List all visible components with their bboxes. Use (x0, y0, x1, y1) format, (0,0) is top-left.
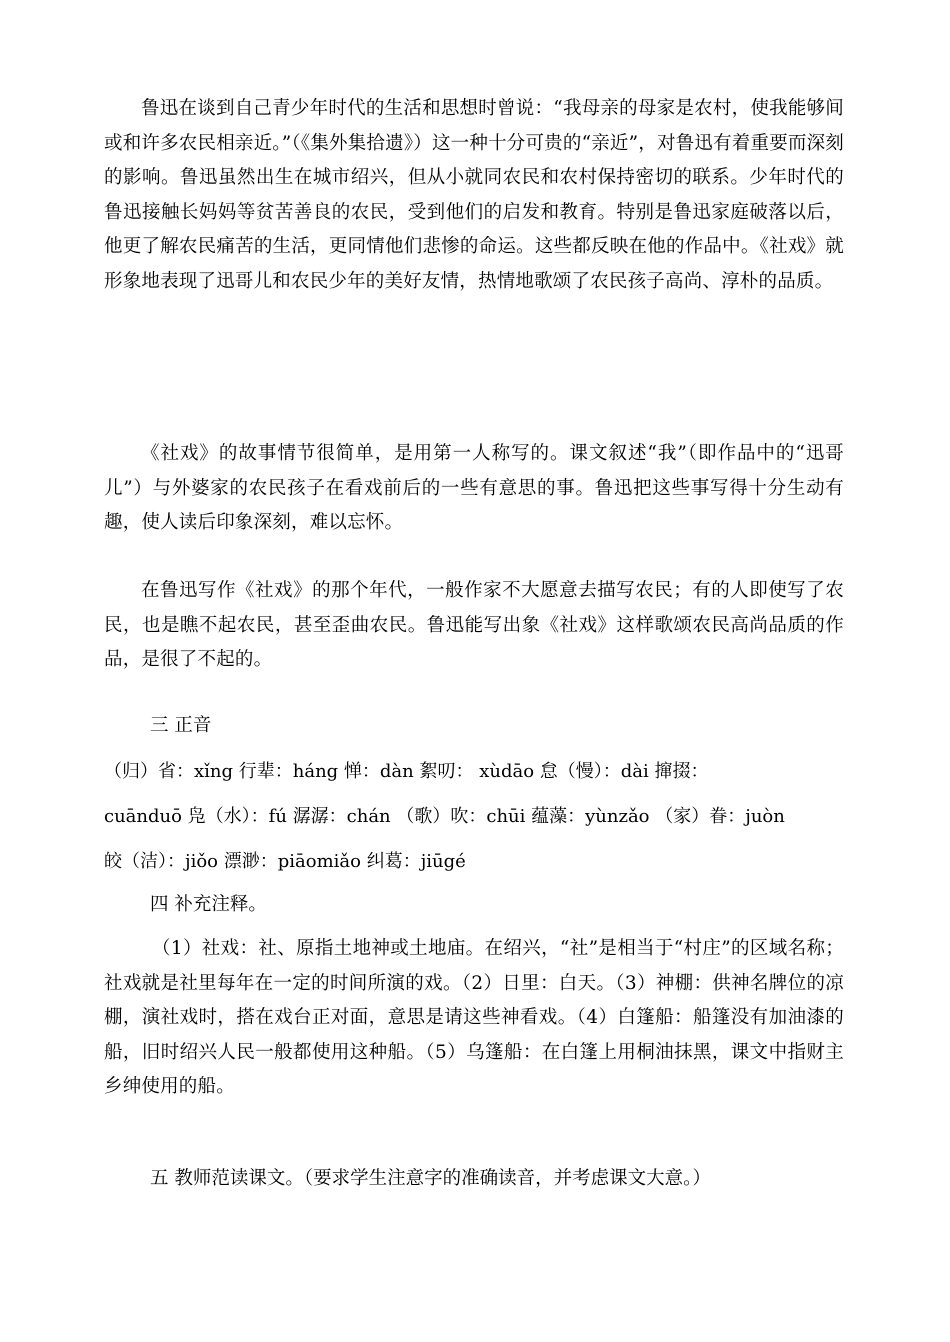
pronunciation-line-2: cuānduō 凫（水）：fú 潺潺：chán （歌）吹：chūi 蕴藻：yùnzǎo （家）眷：juòn (104, 806, 785, 827)
notes-paragraph: （1）社戏：社、原指土地神或土地庙。在绍兴，“社”是相当于“村庄”的区域名称；社戏就是社里每年在一定的时间所演的戏。（2）日里：白天。（3）神棚：供神名牌位的凉棚，演社戏时，搭在戏台正对面，意思是请这些神看戏。（4）白篷船：船篷没有加油漆的船，旧时绍兴人民一般都使用这种船。（5）乌篷船：在白篷上用桐油抹黑，课文中指财主乡绅使用的船。 (104, 938, 844, 1097)
era-paragraph: 在鲁迅写作《社戏》的那个年代，一般作家不大愿意去描写农民；有的人即使写了农民，也是瞧不起农民，甚至歪曲农民。鲁迅能写出象《社戏》这样歌颂农民高尚品质的作品，是很了不起的。 (104, 580, 844, 670)
pronunciation-line-1: （归）省：xǐng 行辈：háng 惮：dàn 絮叨： xùdāo 怠（慢）：dài 撺掇： (104, 761, 709, 782)
story-paragraph: 《社戏》的故事情节很简单，是用第一人称写的。课文叙述“我”（即作品中的“迅哥儿”）与外婆家的农民孩子在看戏前后的一些有意思的事。鲁迅把这些事写得十分生动有趣，使人读后印象深刻，难以忘怀。 (104, 443, 844, 533)
pronunciation-line-3: 皎（洁）：jiǒo 漂渺：piāomiǎo 纠葛：jiūgé (104, 851, 466, 872)
section-three-heading: 三 正音 (150, 715, 212, 736)
section-five-heading: 五 教师范读课文。（要求学生注意字的准确读音，并考虑课文大意。） (150, 1168, 711, 1189)
intro-paragraph: 鲁迅在谈到自己青少年时代的生活和思想时曾说：“我母亲的母家是农村，使我能够间或和许多农民相亲近。”（《集外集拾遗》）这一种十分可贵的“亲近”，对鲁迅有着重要而深刻的影响。鲁迅虽然出生在城市绍兴，但从小就同农民和农村保持密切的联系。少年时代的鲁迅接触长妈妈等贫苦善良的农民，受到他们的启发和教育。特别是鲁迅家庭破落以后，他更了解农民痛苦的生活，更同情他们悲惨的命运。这些都反映在他的作品中。《社戏》就形象地表现了迅哥儿和农民少年的美好友情，热情地歌颂了农民孩子高尚、淳朴的品质。 (104, 98, 844, 292)
section-four-heading: 四 补充注释。 (150, 894, 267, 915)
